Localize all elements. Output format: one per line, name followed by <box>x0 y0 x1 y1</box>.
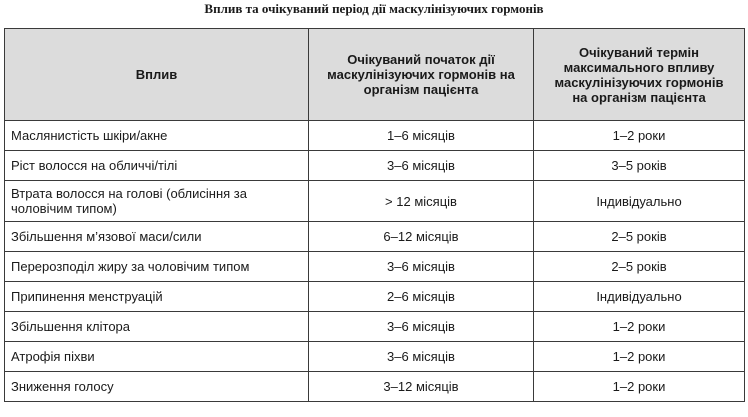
onset-cell: 2–6 місяців <box>309 282 534 312</box>
table-header-row <box>5 29 745 121</box>
table-row <box>5 252 745 282</box>
onset-cell: 1–6 місяців <box>309 121 534 151</box>
max-effect-cell: 2–5 років <box>534 252 745 282</box>
effect-cell: Зниження голосу <box>5 372 309 402</box>
table-row <box>5 312 745 342</box>
table-title: Вплив та очікуваний період дії маскулінізуючих гормонів <box>204 1 544 16</box>
effect-cell: Атрофія піхви <box>5 342 309 372</box>
onset-cell: 3–6 місяців <box>309 151 534 181</box>
max-effect-cell: 2–5 років <box>534 222 745 252</box>
header-effect: Вплив <box>5 29 309 121</box>
onset-cell: 3–12 місяців <box>309 372 534 402</box>
table-row <box>5 222 745 252</box>
max-effect-cell: 1–2 роки <box>534 372 745 402</box>
onset-cell: 3–6 місяців <box>309 312 534 342</box>
max-effect-cell: 1–2 роки <box>534 121 745 151</box>
table-row <box>5 121 745 151</box>
onset-cell: 3–6 місяців <box>309 342 534 372</box>
onset-cell: 6–12 місяців <box>309 222 534 252</box>
effect-cell: Ріст волосся на обличчі/тілі <box>5 151 309 181</box>
table-row <box>5 181 745 222</box>
max-effect-cell: Індивідуально <box>534 181 745 222</box>
onset-cell: > 12 місяців <box>309 181 534 222</box>
max-effect-cell: 1–2 роки <box>534 312 745 342</box>
hormone-effects-table <box>4 28 745 402</box>
max-effect-cell: 1–2 роки <box>534 342 745 372</box>
table-row <box>5 372 745 402</box>
max-effect-cell: 3–5 років <box>534 151 745 181</box>
effect-cell: Втрата волосся на голові (облисіння за чоловічим типом) <box>5 181 309 222</box>
effect-cell: Припинення менструацій <box>5 282 309 312</box>
header-max-effect: Очікуваний термін максимального впливу маскулінізуючих гормонів на організм пацієнта <box>534 29 745 121</box>
effect-cell: Збільшення м’язової маси/сили <box>5 222 309 252</box>
onset-cell: 3–6 місяців <box>309 252 534 282</box>
max-effect-cell: Індивідуально <box>534 282 745 312</box>
effect-cell: Збільшення клітора <box>5 312 309 342</box>
header-onset: Очікуваний початок дії маскулінізуючих гормонів на організм пацієнта <box>309 29 534 121</box>
table-row <box>5 342 745 372</box>
table-row <box>5 282 745 312</box>
effect-cell: Маслянистість шкіри/акне <box>5 121 309 151</box>
effect-cell: Перерозподіл жиру за чоловічим типом <box>5 252 309 282</box>
table-row <box>5 151 745 181</box>
